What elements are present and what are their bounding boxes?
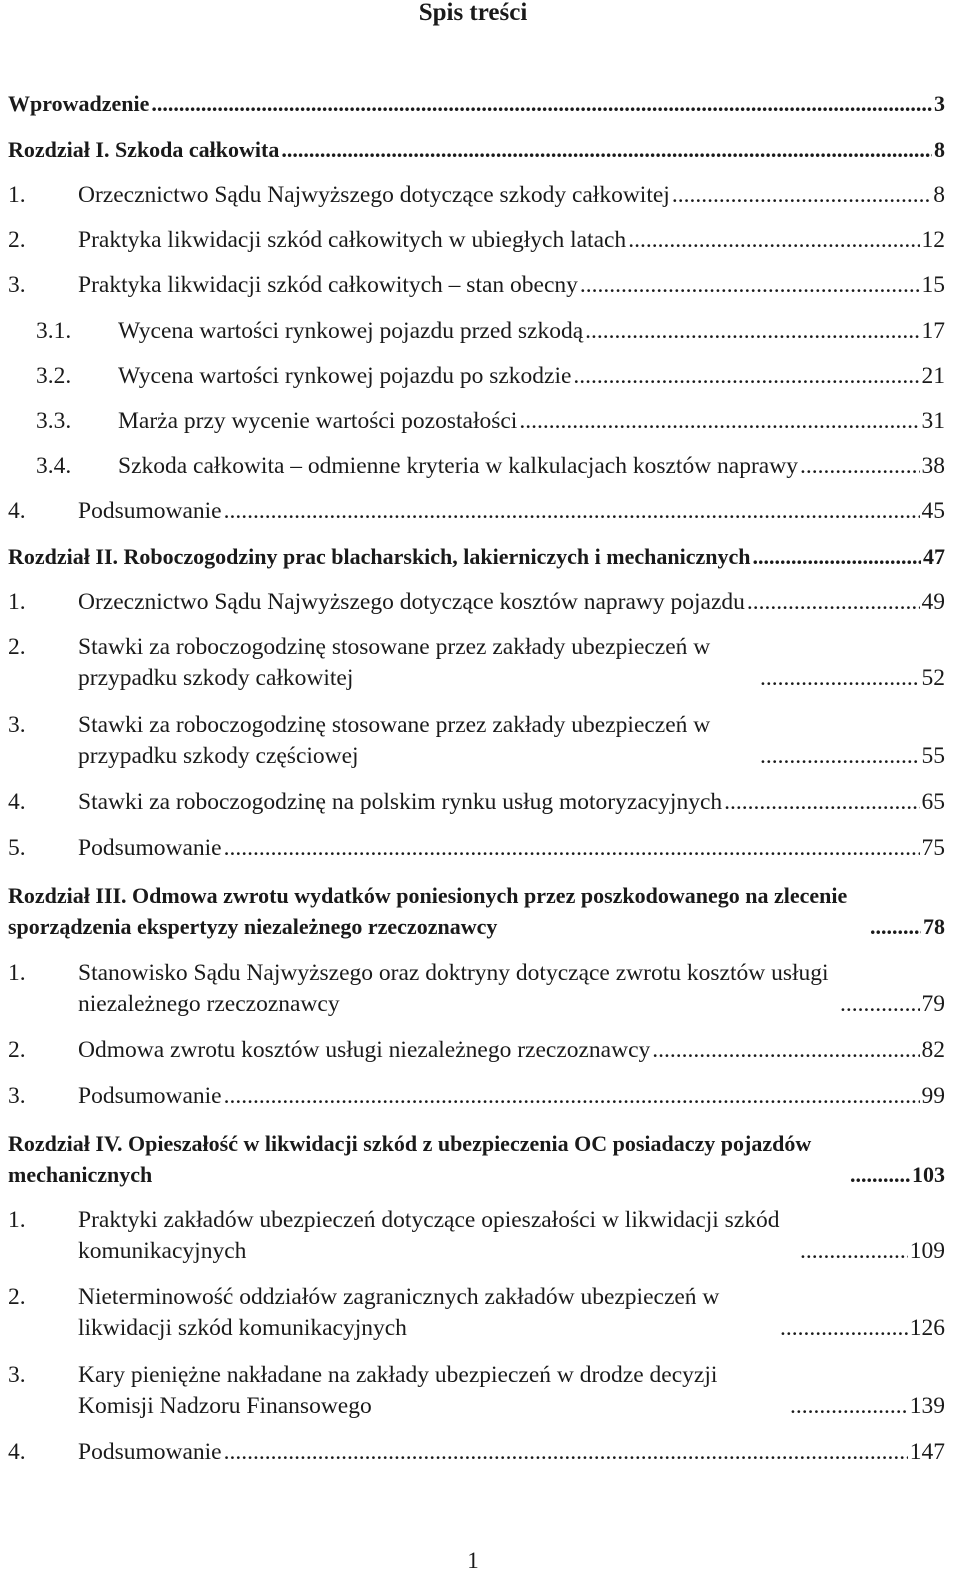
entry-page: 31 [921,408,945,434]
entry-title: Rozdział II. Roboczogodziny prac blacharskich, lakierniczych i mechanicznych [8,544,751,569]
entry-page: 126 [909,1315,945,1341]
entry-page: 82 [921,1037,945,1063]
entry-page: 103 [912,1162,945,1187]
entry-page: 45 [921,498,945,524]
leader-dots [800,1236,908,1267]
leader-dots [752,541,921,572]
toc-entry[interactable] [8,225,945,256]
toc-entry[interactable] [8,496,945,527]
toc-entry[interactable] [8,787,945,818]
leader-dots [672,180,931,211]
toc-entry[interactable] [8,361,945,392]
toc-entry[interactable] [8,833,945,864]
entry-number: 1. [8,960,26,986]
toc-entry[interactable] [8,958,945,1020]
entry-page: 47 [923,544,945,569]
entry-page: 8 [934,137,945,162]
entry-page: 3 [934,91,945,116]
entry-number: 3.2. [36,363,72,389]
leader-dots [628,225,919,256]
leader-dots [224,833,920,864]
leader-dots [747,587,920,618]
toc-entry[interactable] [8,632,945,694]
entry-number: 2. [8,1037,26,1063]
leader-dots [652,1035,919,1066]
entry-title: Wprowadzenie [8,91,150,116]
leader-dots [840,989,920,1020]
entry-title: Praktyka likwidacji szkód całkowitych – stan obecny [78,272,578,298]
leader-dots [724,787,919,818]
page-number: 1 [467,1548,479,1573]
entry-number: 2. [8,227,26,253]
entry-page: 147 [909,1439,945,1465]
entry-number: 3. [8,272,26,298]
entry-number: 5. [8,835,26,861]
entry-title: Stanowisko Sądu Najwyższego oraz doktryny dotyczące zwrotu kosztów usługi niezależnego rzeczoznawcy [78,960,829,1017]
entry-number: 3.4. [36,453,72,479]
entry-number: 1. [8,1207,26,1233]
toc-entry[interactable] [8,1035,945,1066]
toc-entry[interactable] [8,1437,945,1468]
entry-page: 17 [921,318,945,344]
leader-dots [760,741,920,772]
entry-title: Podsumowanie [78,1083,222,1109]
entry-title: Rozdział I. Szkoda całkowita [8,137,280,162]
entry-title: Rozdział III. Odmowa zwrotu wydatków poniesionych przez poszkodowanego na zlecenie sporządzenia ekspertyzy niezależnego rzeczoznawcy [8,883,848,939]
entry-title: Podsumowanie [78,498,222,524]
leader-dots [585,316,919,347]
entry-page: 79 [921,991,945,1017]
entry-title: Szkoda całkowita – odmienne kryteria w kalkulacjach kosztów naprawy [118,453,798,479]
toc-entry-chapter-1[interactable] [8,134,945,165]
entry-page: 75 [921,835,945,861]
entry-title: Podsumowanie [78,835,222,861]
entry-title: Praktyki zakładów ubezpieczeń dotyczące opieszałości w likwidacji szkód komunikacyjnych [78,1207,780,1264]
leader-dots [780,1313,908,1344]
toc-entry-chapter-2[interactable] [8,541,945,572]
entry-title: Praktyka likwidacji szkód całkowitych w ubiegłych latach [78,227,627,253]
entry-number: 1. [8,182,26,208]
leader-dots [760,663,920,694]
leader-dots [800,451,920,482]
leader-dots [224,1437,908,1468]
entry-number: 3. [8,1362,26,1388]
entry-page: 38 [921,453,945,479]
entry-title: Orzecznictwo Sądu Najwyższego dotyczące szkody całkowitej [78,182,670,208]
entry-page: 139 [909,1393,945,1419]
leader-dots [870,911,921,942]
entry-page: 12 [921,227,945,253]
toc-entry[interactable] [8,587,945,618]
toc-entry-introduction[interactable] [8,88,945,119]
entry-number: 3. [8,1083,26,1109]
entry-number: 3.1. [36,318,72,344]
entry-number: 2. [8,1284,26,1310]
entry-page: 65 [921,789,945,815]
entry-title: Marża przy wycenie wartości pozostałości [118,408,518,434]
entry-title: Nieterminowość oddziałów zagranicznych zakładów ubezpieczeń w likwidacji szkód komunikacyjnych [78,1284,720,1341]
leader-dots [224,496,920,527]
leader-dots [519,406,919,437]
toc-entry[interactable] [8,316,945,347]
entry-title: Kary pieniężne nakładane na zakłady ubezpieczeń w drodze decyzji Komisji Nadzoru Finansowego [78,1362,718,1419]
entry-page: 109 [909,1238,945,1264]
toc-entry[interactable] [8,270,945,301]
leader-dots [573,361,919,392]
entry-number: 3.3. [36,408,72,434]
entry-page: 8 [933,182,945,208]
leader-dots [224,1081,920,1112]
leader-dots [151,88,932,119]
toc-entry[interactable] [8,406,945,437]
entry-title: Stawki za roboczogodzinę stosowane przez zakłady ubezpieczeń w przypadku szkody częściowej [78,712,711,769]
toc-entry-chapter-3[interactable] [8,880,945,942]
toc-entry[interactable] [8,451,945,482]
toc-entry[interactable] [8,180,945,211]
entry-title: Podsumowanie [78,1439,222,1465]
entry-number: 4. [8,1439,26,1465]
leader-dots [850,1159,910,1190]
entry-page: 99 [921,1083,945,1109]
entry-number: 2. [8,634,26,660]
entry-title: Stawki za roboczogodzinę stosowane przez zakłady ubezpieczeń w przypadku szkody całkowitej [78,634,711,691]
toc-entry[interactable] [8,1081,945,1112]
entry-page: 55 [921,743,945,769]
entry-number: 1. [8,589,26,615]
toc-entry[interactable] [8,1360,945,1422]
entry-title: Odmowa zwrotu kosztów usługi niezależnego rzeczoznawcy [78,1037,651,1063]
entry-number: 3. [8,712,26,738]
toc-entry[interactable] [8,1205,945,1267]
toc-entry[interactable] [8,710,945,772]
entry-title: Rozdział IV. Opieszałość w likwidacji szkód z ubezpieczenia OC posiadaczy pojazdów mechanicznych [8,1131,812,1187]
entry-title: Wycena wartości rynkowej pojazdu przed szkodą [118,318,584,344]
entry-page: 21 [921,363,945,389]
entry-number: 4. [8,789,26,815]
toc-entry-chapter-4[interactable] [8,1128,945,1190]
entry-page: 52 [921,665,945,691]
entry-page: 78 [923,914,945,939]
entry-title: Orzecznictwo Sądu Najwyższego dotyczące kosztów naprawy pojazdu [78,589,745,615]
entry-title: Stawki za roboczogodzinę na polskim rynku usług motoryzacyjnych [78,789,723,815]
toc-title: Spis treści [418,0,528,26]
leader-dots [580,270,920,301]
entry-page: 49 [921,589,945,615]
leader-dots [790,1391,908,1422]
leader-dots [281,134,932,165]
toc-entry[interactable] [8,1282,945,1344]
entry-number: 4. [8,498,26,524]
entry-page: 15 [921,272,945,298]
entry-title: Wycena wartości rynkowej pojazdu po szkodzie [118,363,572,389]
